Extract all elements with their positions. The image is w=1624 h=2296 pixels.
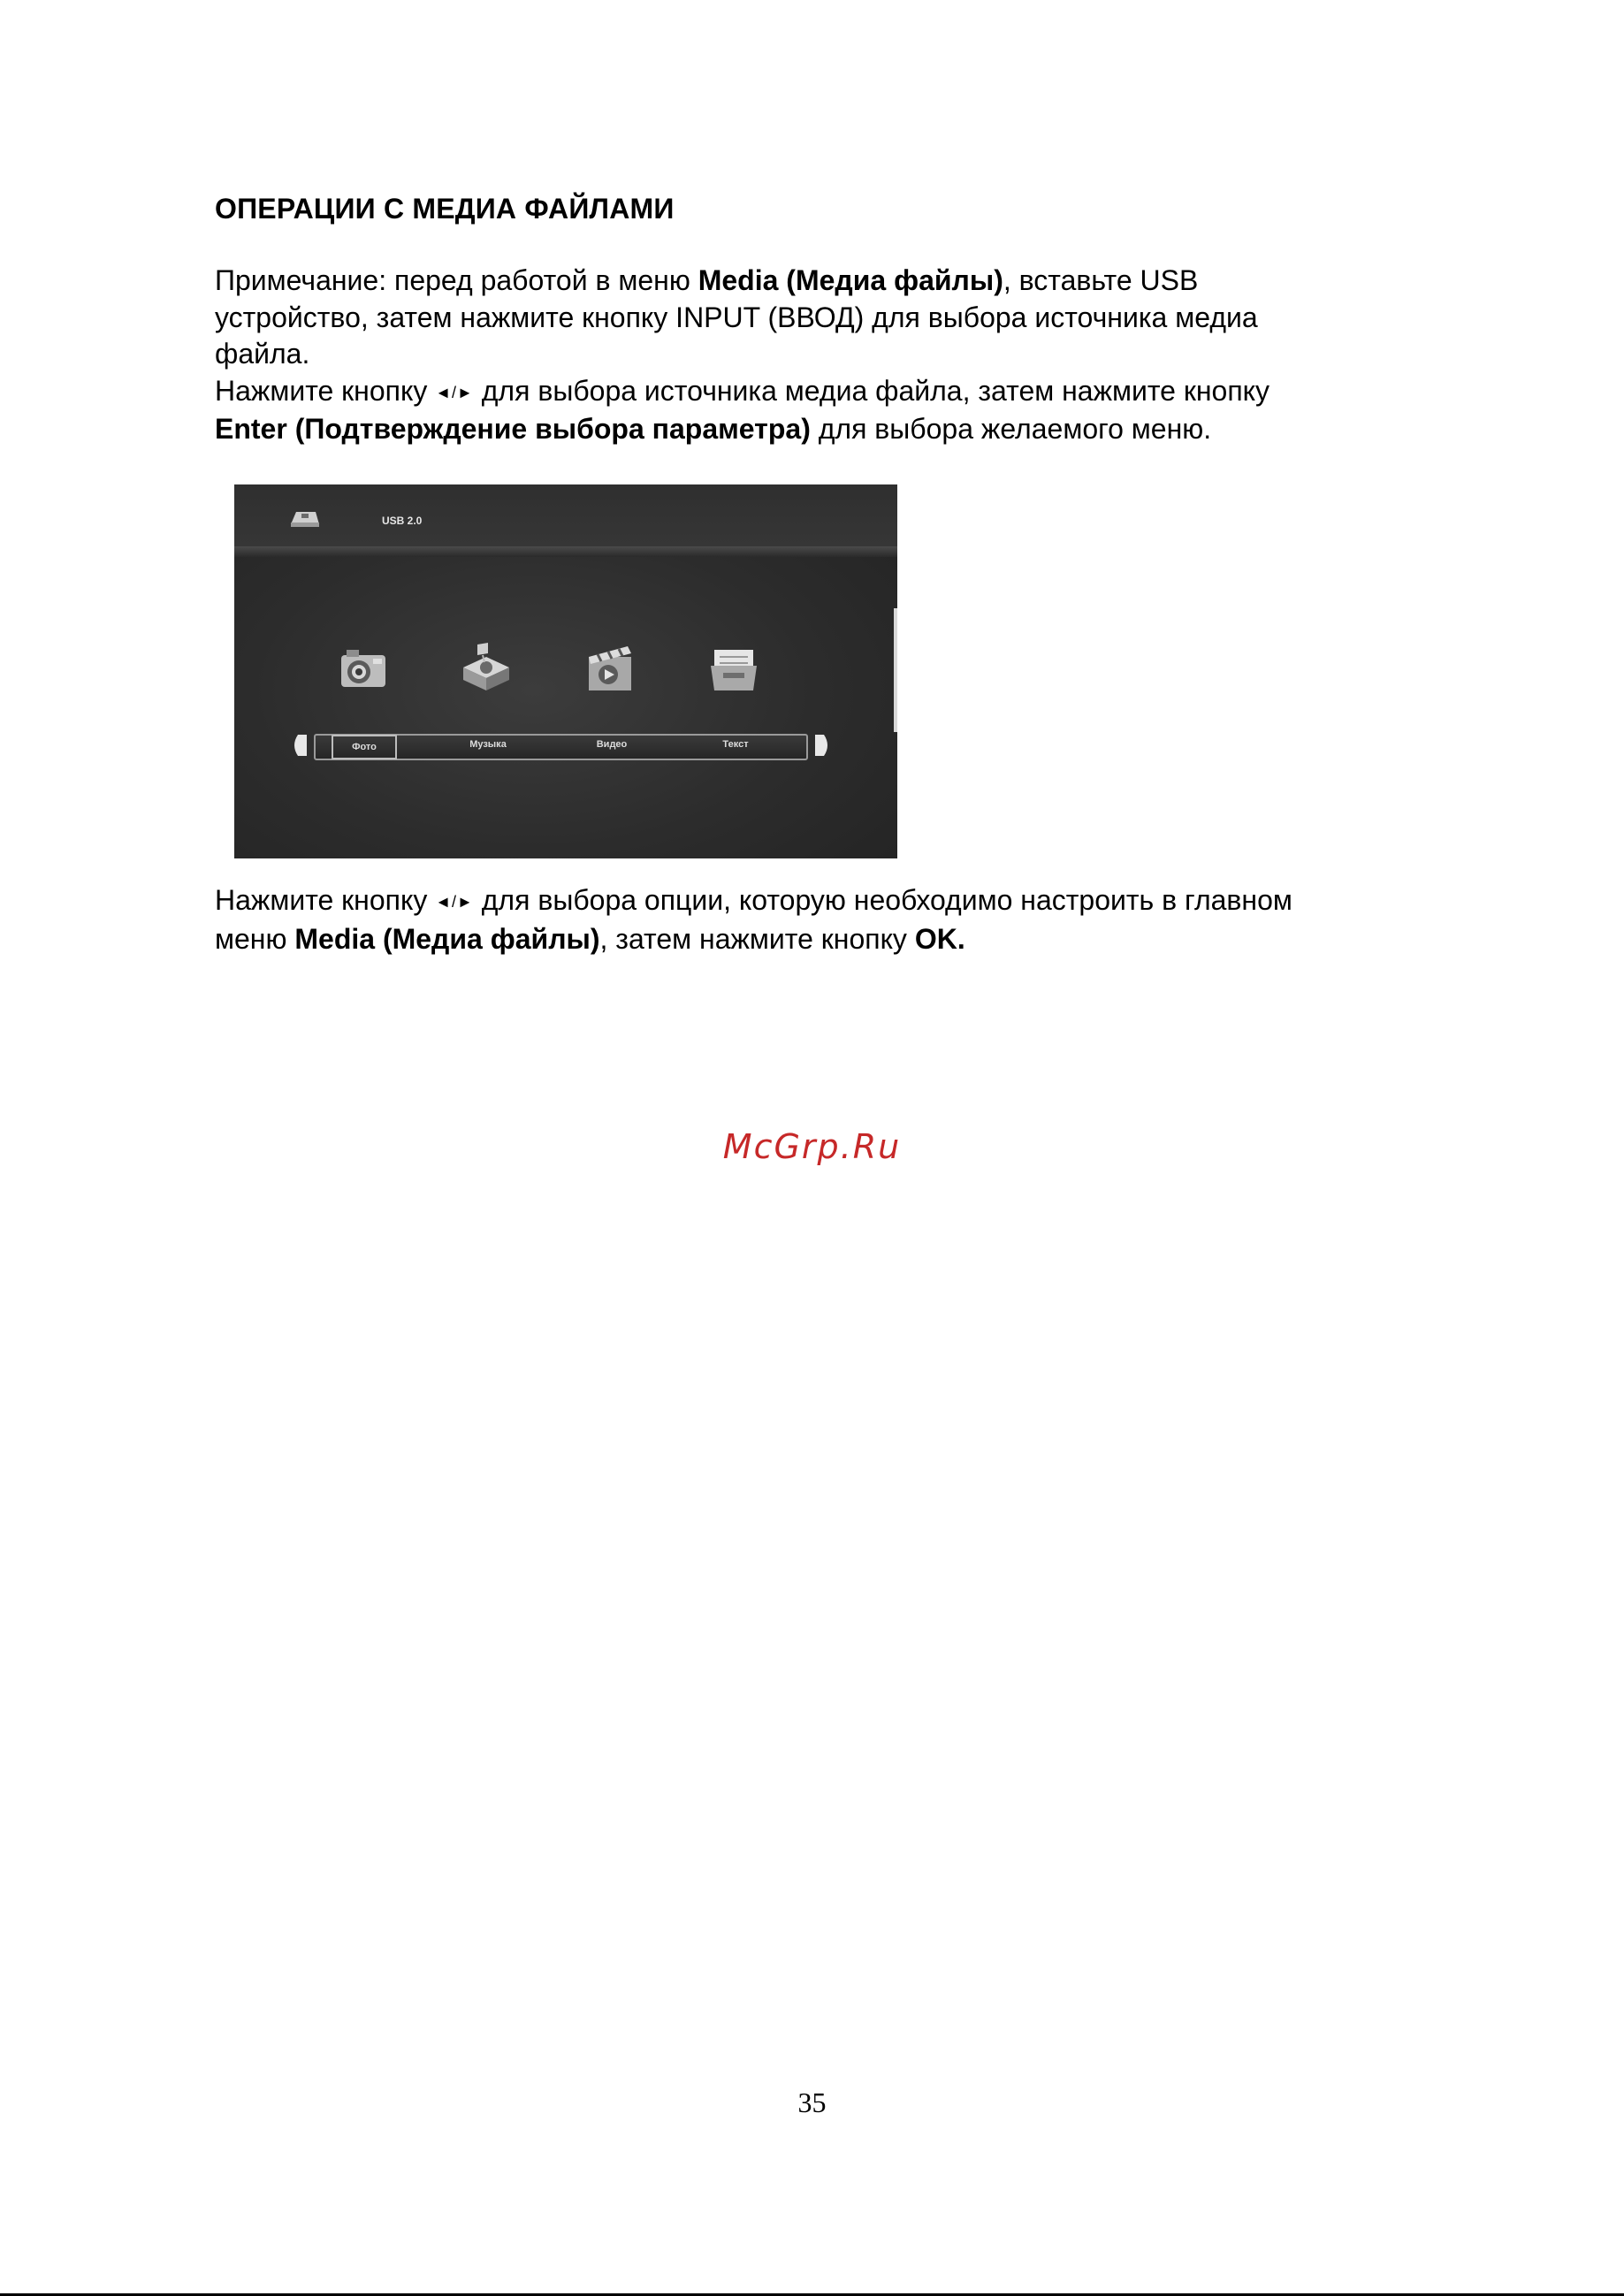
video-clapper-icon[interactable] <box>582 639 638 696</box>
menu-left-arrow-icon[interactable] <box>289 733 309 758</box>
note-text: устройство, затем нажмите кнопку INPUT (ВВОД) для выбора источника медиа <box>215 301 1258 333</box>
left-right-arrows-icon: ◄/► <box>435 383 474 401</box>
usb-source-label: USB 2.0 <box>382 515 423 527</box>
tv-media-screen <box>234 484 897 858</box>
menu-item-video[interactable]: Видео <box>596 739 628 750</box>
note-bold-media: Media (Медиа файлы) <box>698 264 1003 296</box>
note-text: для выбора источника медиа файла, затем нажмите кнопку <box>473 374 1270 407</box>
note-text: файла. <box>215 338 310 370</box>
menu-item-text[interactable]: Текст <box>722 739 749 750</box>
page-number: 35 <box>797 2086 827 2118</box>
menu-item-photo[interactable]: Фото <box>332 735 397 759</box>
note-text: Примечание: перед работой в меню <box>215 264 698 296</box>
camera-icon[interactable] <box>334 639 391 696</box>
tv-top-bar <box>234 484 897 546</box>
instruction-paragraph <box>215 882 1452 957</box>
tv-edge-highlight <box>894 608 897 732</box>
tv-top-divider <box>234 546 897 557</box>
instruction-bold-media: Media (Медиа файлы) <box>294 922 600 955</box>
instruction-text: , затем нажмите кнопку <box>599 922 915 955</box>
note-text: Нажмите кнопку <box>215 374 436 407</box>
note-text: , вставьте USB <box>1003 264 1199 296</box>
section-heading: ОПЕРАЦИИ С МЕДИА ФАЙЛАМИ <box>215 193 675 225</box>
instruction-text: меню <box>215 922 295 955</box>
note-paragraph <box>215 263 1452 448</box>
instruction-text: Нажмите кнопку <box>215 884 436 916</box>
music-player-icon[interactable] <box>458 639 515 696</box>
instruction-text: для выбора опции, которую необходимо настроить в главном <box>473 884 1292 916</box>
text-folder-icon[interactable] <box>705 639 762 696</box>
note-bold-enter: Enter (Подтверждение выбора параметра) <box>215 413 811 445</box>
menu-right-arrow-icon[interactable] <box>813 733 833 758</box>
left-right-arrows-icon: ◄/► <box>435 893 474 911</box>
menu-item-music[interactable]: Музыка <box>469 739 507 750</box>
watermark: McGrp.Ru <box>722 1127 902 1166</box>
note-text: для выбора желаемого меню. <box>810 413 1212 445</box>
instruction-bold-ok: OK. <box>914 922 965 955</box>
media-menu-bar <box>314 734 808 760</box>
usb-device-icon <box>289 508 321 528</box>
